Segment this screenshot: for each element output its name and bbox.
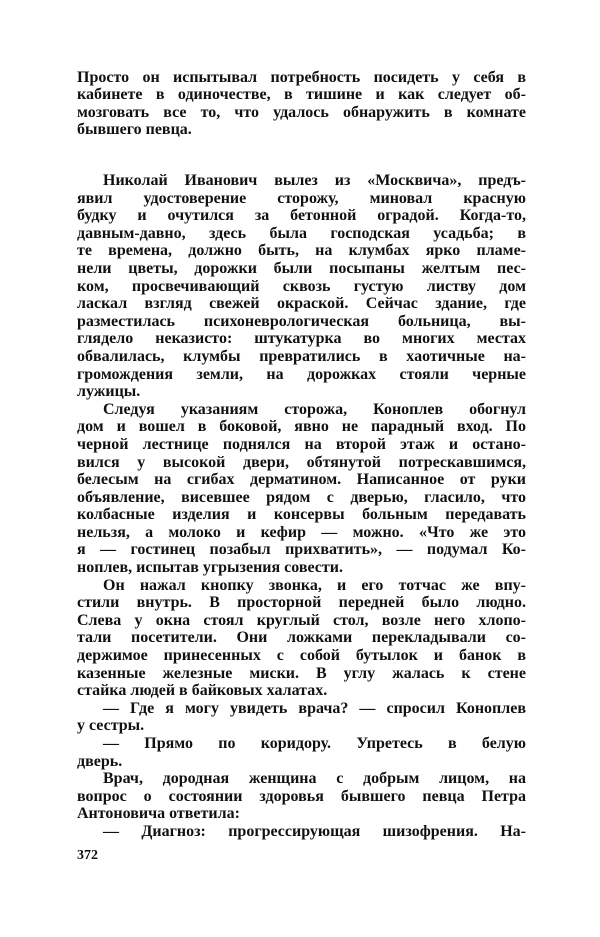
text-line: объявление, висевшее рядом с дверью, гласило, что — [77, 488, 526, 506]
text-line: будку и очутился за бетонной оградой. Когда-то, — [77, 207, 526, 225]
text-line: держимое принесенных с собой бутылок и банок в — [77, 647, 526, 665]
text-line: казенные железные миски. В углу жалась к стене — [77, 664, 526, 682]
text-line: вился у высокой двери, обтянутой потрескавшимся, — [77, 453, 526, 471]
text-line: нельзя, а молоко и кефир — можно. «Что же это — [77, 523, 526, 541]
paragraph-1 — [77, 69, 526, 138]
text-line: те времена, должно быть, на клумбах ярко пламе- — [77, 242, 526, 260]
text-line: у сестры. — [77, 717, 145, 735]
text-line: явил удостоверение сторожу, миновал красную — [77, 189, 526, 207]
text-line: ком, просвечивающий сквозь густую листву дом — [77, 277, 526, 295]
text-line: Слева у окна стоял круглый стол, возле него хлопо- — [77, 611, 526, 629]
text-line: стили внутрь. В просторной передней было людно. — [77, 594, 526, 612]
text-line: бывшего певца. — [77, 120, 192, 138]
text-line: лужицы. — [77, 383, 141, 401]
text-line: разместилась психоневрологическая больница, вы- — [77, 312, 526, 330]
text-line: Врач, дородная женщина с добрым лицом, на — [103, 770, 526, 788]
text-line: ноплев, испытав угрызения совести. — [77, 559, 343, 577]
text-line: Просто он испытывал потребность посидеть у себя в — [77, 69, 526, 86]
text-line: — Где я могу увидеть врача? — спросил Коноплев — [103, 699, 526, 717]
text-line: дверь. — [77, 752, 123, 770]
text-line: стайка людей в байковых халатах. — [77, 682, 328, 700]
text-line: Николай Иванович вылез из «Москвича», предъ- — [103, 172, 526, 189]
text-line: вопрос о состоянии здоровья бывшего певца Петра — [77, 787, 526, 805]
text-line: ласкал взгляд свежей окраской. Сейчас здание, где — [77, 295, 526, 313]
text-line: дом и вошел в боковой, явно не парадный вход. По — [77, 418, 526, 436]
text-line: колбасные изделия и консервы больным передавать — [77, 506, 526, 524]
text-line: громождения земли, на дорожках стояли черные — [77, 365, 526, 383]
text-line: кабинете в одиночестве, в тишине и как следует об- — [77, 86, 526, 104]
text-line: Следуя указаниям сторожа, Коноплев обогнул — [103, 400, 526, 418]
body-text — [77, 172, 526, 841]
text-line: тали посетители. Они ложками перекладывали со- — [77, 629, 526, 647]
text-line: белесым на сгибах дерматином. Написанное от руки — [77, 471, 526, 489]
text-line: обвалилась, клумбы превратились в хаотичные на- — [77, 347, 526, 365]
text-line: нели цветы, дорожки были посыпаны желтым пес- — [77, 259, 526, 277]
text-line: глядело неказисто: штукатурка во многих местах — [77, 330, 526, 348]
text-line: давным-давно, здесь была господская усадьба; в — [77, 224, 526, 242]
text-line: — Диагноз: прогрессирующая шизофрения. На- — [103, 822, 526, 840]
text-line: я — гостинец позабыл прихватить», — подумал Ко- — [77, 541, 526, 559]
text-line: черной лестнице поднялся на второй этаж и остано- — [77, 435, 526, 453]
text-line: — Прямо по коридору. Упретесь в белую — [103, 735, 526, 752]
text-line: Он нажал кнопку звонка, и его тотчас же впу- — [103, 576, 526, 594]
page-number: 372 — [77, 848, 98, 863]
text-line: мозговать все то, что удалось обнаружить в комнате — [77, 103, 526, 121]
text-line: Антоновича ответила: — [77, 805, 240, 823]
